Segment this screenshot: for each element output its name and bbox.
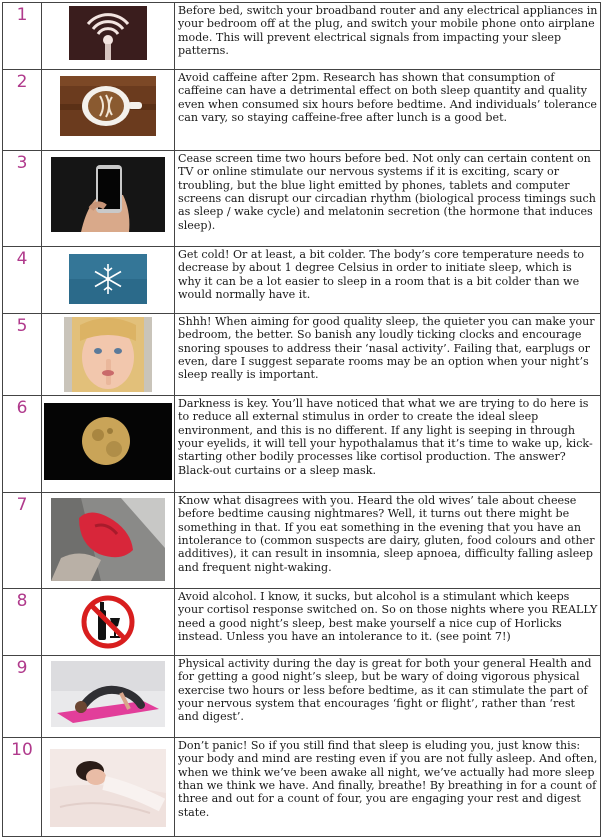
smartphone-icon (51, 157, 165, 232)
tip-text: Don’t panic! So if you still find that sleep is eluding you, just know this: your body and mind are resting even if you are not fully asleep. And often, when we think we’ve been awake all night, we’ve actually had more sleep than we think we have. And finally, breathe! By breathing in for a count of three and out for a count of four, you are engaging your rest and digest state. (175, 738, 601, 837)
hot-water-bottle-icon (51, 498, 165, 581)
tip-number: 9 (3, 656, 42, 738)
tip-number: 10 (3, 738, 42, 837)
sleep-tips-table (2, 2, 601, 837)
full-moon-icon (44, 403, 172, 480)
tip-text: Shhh! When aiming for good quality sleep, the quieter you can make your bedroom, the better. So banish any loudly ticking clocks and encourage snoring spouses to address their ‘nasal activity’. Failing that, earplugs or even, dare I suggest separate rooms may be an option when your night’s sleep really is important. (175, 314, 601, 396)
tip-row (3, 70, 601, 151)
sleeping-woman-icon (50, 749, 166, 827)
tip-number: 4 (3, 247, 42, 314)
tip-row (3, 738, 601, 837)
tip-text: Avoid alcohol. I know, it sucks, but alcohol is a stimulant which keeps your cortisol response switched on. So on those nights where you REALLY need a good night’s sleep, best make yourself a nice cup of Horlicks instead. Unless you have an intolerance to it. (see point 7!) (175, 589, 601, 656)
tip-text: Cease screen time two hours before bed. Not only can certain content on TV or online stimulate our nervous systems if it is exciting, scary or troubling, but the blue light emitted by phones, tablets and computer screens can disrupt our circadian rhythm (biological process timings such as sleep / wake cycle) and melatonin secretion (the hormone that induces sleep). (175, 151, 601, 247)
tip-row (3, 3, 601, 70)
tip-number: 8 (3, 589, 42, 656)
tip-number: 2 (3, 70, 42, 151)
tip-number: 5 (3, 314, 42, 396)
yoga-mat-icon (51, 661, 165, 727)
tip-text: Darkness is key. You’ll have noticed that what we are trying to do here is to reduce all external stimulus in order to create the ideal sleep environment, and this is no different. If any light is seeping in through your eyelids, it will tell your hypothalamus that it’s time to wake up, kick-starting other bodily processes like cortisol production. The answer? Black-out curtains or a sleep mask. (175, 396, 601, 493)
tip-row (3, 493, 601, 589)
tip-number: 3 (3, 151, 42, 247)
snowflake-icon (69, 254, 147, 304)
tip-text: Avoid caffeine after 2pm. Research has shown that consumption of caffeine can have a detrimental effect on both sleep quantity and quality even when consumed six hours before bedtime. And individuals’ tolerance can vary, so staying caffeine-free after lunch is a good bet. (175, 70, 601, 151)
tip-number: 7 (3, 493, 42, 589)
tip-row (3, 396, 601, 493)
wifi-router-icon (69, 6, 147, 60)
no-alcohol-icon (80, 594, 136, 650)
tip-row (3, 151, 601, 247)
tip-text: Physical activity during the day is great for both your general Health and for getting a good night’s sleep, but be wary of doing vigorous physical exercise two hours or less before bedtime, as it can stimulate the part of your nervous system that encourages ‘fight or flight’, rather than ‘rest and digest’. (175, 656, 601, 738)
tip-number: 1 (3, 3, 42, 70)
tip-row (3, 589, 601, 656)
tip-row (3, 656, 601, 738)
girl-shushing-icon (64, 317, 152, 392)
tip-text: Get cold! Or at least, a bit colder. The body’s core temperature needs to decrease by about 1 degree Celsius in order to initiate sleep, which is why it can be a lot easier to sleep in a room that is a bit colder than we would normally have it. (175, 247, 601, 314)
coffee-cup-icon (60, 76, 156, 136)
tip-text: Before bed, switch your broadband router and any electrical appliances in your bedroom off at the plug, and switch your mobile phone onto airplane mode. This will prevent electrical signals from impacting your sleep patterns. (175, 3, 601, 70)
tip-row (3, 247, 601, 314)
tip-row (3, 314, 601, 396)
tip-text: Know what disagrees with you. Heard the old wives’ tale about cheese before bedtime causing nightmares? Well, it turns out there might be something in that. If you eat something in the evening that you have an intolerance to (common suspects are dairy, gluten, food colours and other additives), it can result in insomnia, sleep apnoea, difficulty falling asleep and frequent night-waking. (175, 493, 601, 589)
tip-number: 6 (3, 396, 42, 493)
